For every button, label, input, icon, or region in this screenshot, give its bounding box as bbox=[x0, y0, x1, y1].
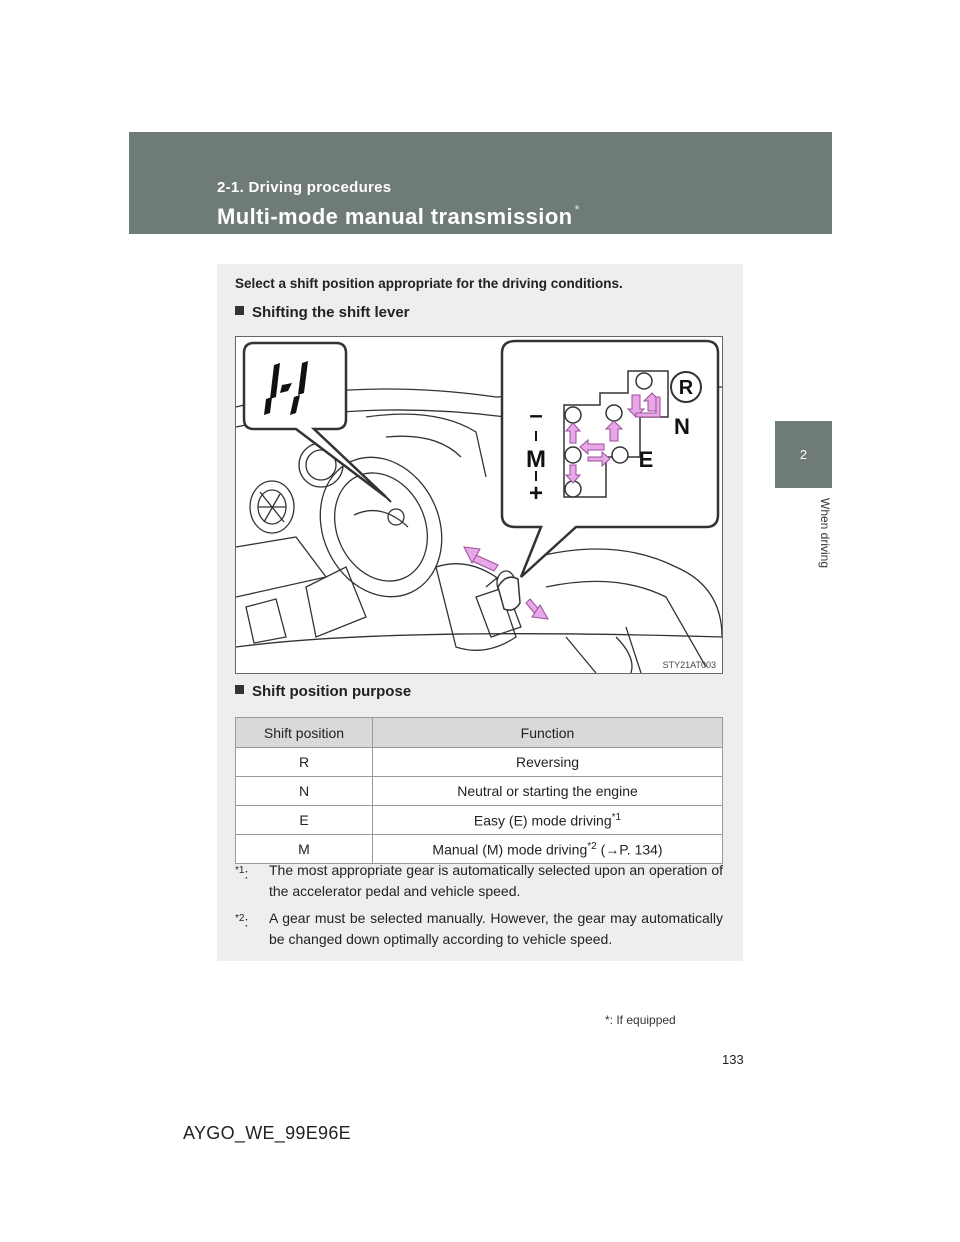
footnote-text: The most appropriate gear is automatically selected upon an operation of the accelerator pedal and vehicle speed. bbox=[269, 862, 723, 899]
shift-position-cell: E bbox=[236, 806, 373, 835]
page-number: 133 bbox=[722, 1052, 744, 1067]
table-row bbox=[236, 806, 723, 835]
shift-position-cell: M bbox=[236, 835, 373, 864]
label-e: E bbox=[638, 447, 654, 472]
footnote-ref: *2 bbox=[587, 840, 597, 852]
subhead-purpose bbox=[235, 683, 411, 700]
shift-lever-figure bbox=[235, 336, 723, 674]
subhead-shifting bbox=[235, 304, 410, 321]
equipped-mark: * bbox=[574, 202, 580, 217]
subhead-purpose-text: Shift position purpose bbox=[252, 683, 412, 700]
footnote-1 bbox=[235, 860, 723, 902]
page-title-text: Multi-mode manual transmission bbox=[217, 204, 573, 229]
footnote-mark-text: *1 bbox=[235, 865, 245, 876]
shift-position-cell: R bbox=[236, 748, 373, 777]
subhead-shifting-text: Shifting the shift lever bbox=[252, 304, 410, 321]
function-cell bbox=[373, 806, 723, 835]
function-text: Reversing bbox=[515, 754, 580, 770]
label-m: M bbox=[526, 446, 546, 473]
page-header bbox=[129, 132, 832, 234]
chapter-tab[interactable] bbox=[775, 421, 832, 488]
chapter-name: When driving bbox=[818, 498, 832, 569]
footnote-ref: *1 bbox=[611, 811, 622, 823]
intro-text: Select a shift position appropriate for the driving conditions. bbox=[235, 276, 623, 291]
shift-position-table bbox=[235, 717, 723, 864]
footnote-mark-text: *2 bbox=[235, 913, 245, 924]
page-title bbox=[217, 202, 580, 230]
page-reference-link[interactable]: (→P. 134) bbox=[596, 841, 663, 858]
shift-lever-illustration bbox=[236, 337, 722, 673]
section-label: 2-1. Driving procedures bbox=[217, 179, 392, 196]
table-header-row bbox=[236, 718, 723, 748]
figure-code: STY21AT003 bbox=[662, 660, 716, 670]
table-row bbox=[236, 748, 723, 777]
function-text: Easy (E) mode driving bbox=[473, 812, 612, 829]
function-text: Manual (M) mode driving bbox=[432, 841, 588, 858]
side-strip bbox=[775, 234, 832, 421]
shift-knob bbox=[498, 577, 520, 610]
label-r: R bbox=[678, 377, 694, 399]
label-minus: – bbox=[529, 402, 543, 429]
label-n: N bbox=[674, 414, 690, 439]
footnote-mark: $^{*2}$: bbox=[235, 913, 249, 930]
footnote-mark: $^{*1}$: bbox=[235, 865, 249, 882]
label-plus: + bbox=[528, 480, 544, 507]
function-cell bbox=[373, 777, 723, 806]
chapter-number: 2 bbox=[799, 447, 808, 462]
footnote-2 bbox=[235, 908, 723, 950]
column-header: Shift position bbox=[236, 718, 373, 748]
table-row bbox=[236, 777, 723, 806]
square-bullet-icon bbox=[235, 306, 244, 315]
column-header: Function bbox=[373, 718, 723, 748]
function-cell bbox=[373, 748, 723, 777]
function-text: Neutral or starting the engine bbox=[457, 783, 638, 799]
manual-code: AYGO_WE_99E96E bbox=[183, 1123, 351, 1143]
square-bullet-icon bbox=[235, 685, 244, 694]
shift-position-cell: N bbox=[236, 777, 373, 806]
footnote-text: A gear must be selected manually. However, the gear may automatically be changed down optimally according to vehicle speed. bbox=[269, 910, 723, 947]
if-equipped-note: *: If equipped bbox=[605, 1013, 676, 1027]
callout-pointer bbox=[386, 497, 391, 502]
content-panel bbox=[217, 264, 743, 961]
